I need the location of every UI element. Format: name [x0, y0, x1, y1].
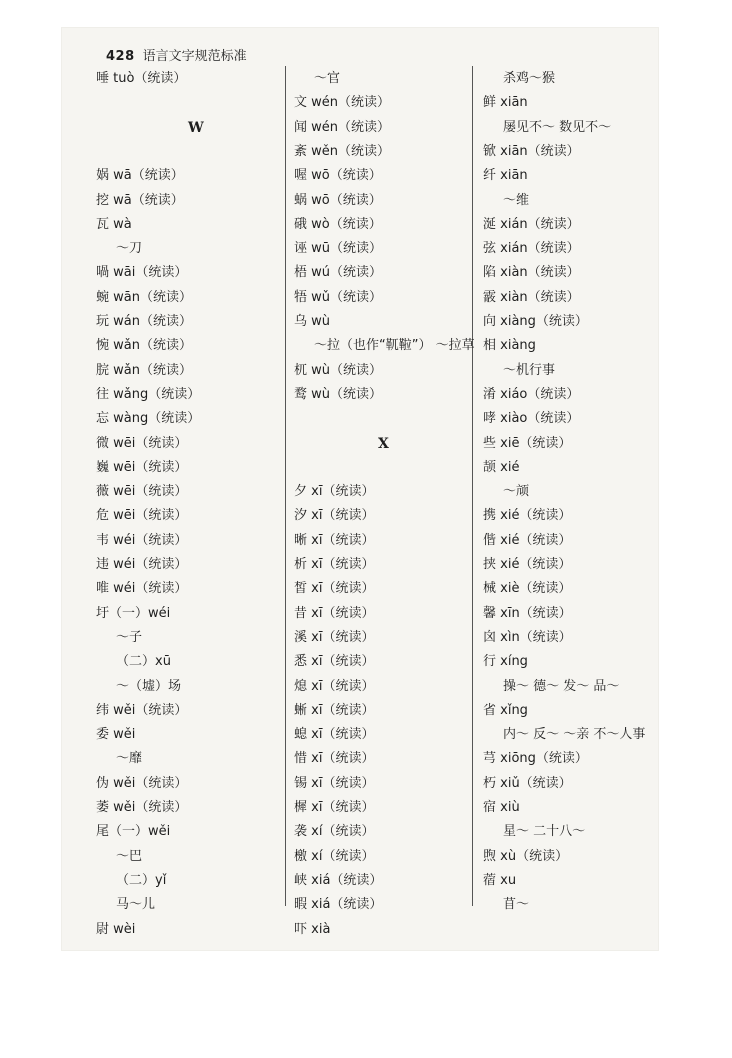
dictionary-entry: 微 wēi（统读） — [96, 435, 188, 451]
entry-example: ～机行事 — [503, 362, 556, 378]
dictionary-entry: 袭 xí（统读） — [294, 824, 375, 840]
dictionary-entry: 夕 xī（统读） — [294, 484, 375, 500]
dictionary-entry: 樨 xī（统读） — [294, 800, 375, 815]
dictionary-entry: 蜗 wō（统读） — [294, 192, 382, 208]
dictionary-entry: 梧 wú（统读） — [294, 265, 383, 281]
dictionary-entry: 悉 xī（统读） — [294, 654, 375, 670]
dictionary-entry: 往 wǎng（统读） — [96, 386, 201, 402]
dictionary-entry: 淆 xiáo（统读） — [483, 386, 580, 402]
dictionary-entry: 杌 wù（统读） — [294, 362, 383, 378]
dictionary-entry: 省 xǐng — [483, 702, 528, 718]
page-header — [106, 45, 247, 64]
dictionary-entry: 锨 xiān（统读） — [483, 143, 580, 159]
entry-example: ～（墟）场 — [116, 678, 182, 694]
dictionary-entry: 尉 wèi — [96, 921, 136, 937]
section-letter: W — [188, 119, 204, 136]
dictionary-entry: 惋 wǎn（统读） — [96, 338, 192, 354]
dictionary-entry: 馨 xīn（统读） — [483, 605, 572, 621]
dictionary-entry: 螅 xī（统读） — [294, 727, 375, 743]
dictionary-entry: 紊 wěn（统读） — [294, 143, 391, 159]
dictionary-entry: 相 xiàng — [483, 338, 536, 354]
running-title: 语言文字规范标准 — [142, 49, 247, 64]
entry-example: 屡见不～ 数见不～ — [503, 119, 612, 135]
dictionary-entry: 芎 xiōng（统读） — [483, 751, 588, 767]
dictionary-entry: 乌 wù — [294, 314, 331, 329]
dictionary-entry: 委 wěi — [96, 727, 136, 743]
entry-example: 操～ 德～ 发～ 品～ — [503, 678, 620, 694]
entry-example: 马～儿 — [116, 897, 156, 913]
dictionary-entry: 韦 wéi（统读） — [96, 532, 188, 548]
dictionary-entry: 晰 xī（统读） — [294, 532, 375, 548]
dictionary-entry: 涎 xián（统读） — [483, 216, 580, 232]
entry-example: （二）yǐ — [116, 872, 167, 888]
entry-example: 苜～ — [503, 897, 530, 913]
dictionary-entry: 宿 xiù — [483, 800, 520, 815]
dictionary-entry: 喔 wō（统读） — [294, 168, 382, 184]
dictionary-entry: 颉 xié — [483, 459, 520, 475]
dictionary-entry: 峡 xiá（统读） — [294, 872, 383, 888]
dictionary-entry: 熄 xī（统读） — [294, 678, 375, 694]
dictionary-entry: 瓦 wà — [96, 216, 132, 232]
dictionary-entry: 蜿 wān（统读） — [96, 289, 192, 305]
entry-example: ～官 — [314, 71, 341, 86]
dictionary-entry: 鹜 wù（统读） — [294, 386, 383, 402]
dictionary-entry: 暇 xiá（统读） — [294, 897, 383, 913]
dictionary-entry: 锡 xī（统读） — [294, 775, 375, 791]
dictionary-entry: 硪 wò（统读） — [294, 216, 382, 232]
dictionary-entry: 鲜 xiān — [483, 95, 528, 111]
dictionary-entry: 些 xiē（统读） — [483, 435, 572, 451]
dictionary-entry: 檄 xí（统读） — [294, 848, 375, 864]
page-number: 428 — [106, 49, 135, 64]
dictionary-entry: 诬 wū（统读） — [294, 241, 383, 257]
dictionary-entry: 唾 tuò（统读） — [96, 71, 187, 86]
entry-example: 内～ 反～ ～亲 不～人事 — [503, 727, 646, 743]
dictionary-entry: 陷 xiàn（统读） — [483, 265, 580, 281]
entry-example: 杀鸡～猴 — [503, 71, 556, 86]
entry-example: ～巴 — [116, 848, 143, 864]
dictionary-entry: 喎 wāi（统读） — [96, 265, 188, 281]
dictionary-entry: 尾（一）wěi — [96, 824, 171, 840]
entry-example: ～靡 — [116, 751, 143, 767]
dictionary-entry: 析 xī（统读） — [294, 557, 375, 572]
dictionary-entry: 巍 wēi（统读） — [96, 459, 188, 475]
dictionary-entry: 弦 xián（统读） — [483, 241, 580, 257]
dictionary-entry: 向 xiàng（统读） — [483, 314, 588, 329]
entry-example: ～维 — [503, 192, 530, 208]
dictionary-entry: 朽 xiǔ（统读） — [483, 775, 572, 791]
dictionary-entry: 纬 wěi（统读） — [96, 702, 188, 718]
dictionary-entry: 携 xié（统读） — [483, 508, 572, 524]
dictionary-entry: 薇 wēi（统读） — [96, 484, 188, 500]
dictionary-entry: 危 wēi（统读） — [96, 508, 188, 524]
dictionary-entry: 蓿 xu — [483, 872, 517, 888]
entry-example: ～子 — [116, 629, 143, 645]
dictionary-entry: 脘 wǎn（统读） — [96, 362, 192, 378]
dictionary-entry: 汐 xī（统读） — [294, 508, 375, 524]
dictionary-entry: 挟 xié（统读） — [483, 557, 572, 572]
column-divider-2 — [472, 66, 473, 906]
entry-example: ～颃 — [503, 484, 530, 500]
dictionary-entry: 械 xiè（统读） — [483, 581, 572, 597]
dictionary-entry: 闻 wén（统读） — [294, 119, 391, 135]
dictionary-entry: 蜥 xī（统读） — [294, 702, 375, 718]
dictionary-entry: 文 wén（统读） — [294, 95, 391, 111]
entry-example: ～刀 — [116, 241, 143, 257]
dictionary-entry: 娲 wā（统读） — [96, 168, 184, 184]
dictionary-entry: 偕 xié（统读） — [483, 532, 572, 548]
entry-example: ～拉（也作“靰鞡”） ～拉草 — [314, 338, 475, 354]
section-letter: X — [378, 435, 389, 452]
dictionary-entry: 违 wéi（统读） — [96, 557, 188, 572]
column-divider-1 — [285, 66, 286, 906]
dictionary-entry: 囟 xìn（统读） — [483, 629, 572, 645]
dictionary-entry: 哮 xiào（统读） — [483, 411, 580, 427]
dictionary-entry: 溪 xī（统读） — [294, 629, 375, 645]
dictionary-entry: 伪 wěi（统读） — [96, 775, 188, 791]
dictionary-entry: 萎 wěi（统读） — [96, 800, 188, 815]
dictionary-entry: 忘 wàng（统读） — [96, 411, 201, 427]
entry-example: 星～ 二十八～ — [503, 824, 586, 840]
dictionary-entry: 挖 wā（统读） — [96, 192, 184, 208]
dictionary-entry: 惜 xī（统读） — [294, 751, 375, 767]
entry-example: （二）xū — [116, 654, 171, 670]
dictionary-entry: 玩 wán（统读） — [96, 314, 192, 329]
dictionary-entry: 牾 wǔ（统读） — [294, 289, 383, 305]
dictionary-entry: 皙 xī（统读） — [294, 581, 375, 597]
dictionary-entry: 唯 wéi（统读） — [96, 581, 188, 597]
dictionary-entry: 煦 xù（统读） — [483, 848, 569, 864]
dictionary-entry: 吓 xià — [294, 921, 331, 937]
dictionary-entry: 霰 xiàn（统读） — [483, 289, 580, 305]
dictionary-entry: 圩（一）wéi — [96, 605, 171, 621]
dictionary-entry: 昔 xī（统读） — [294, 605, 375, 621]
dictionary-entry: 行 xíng — [483, 654, 528, 670]
dictionary-entry: 纤 xiān — [483, 168, 528, 184]
